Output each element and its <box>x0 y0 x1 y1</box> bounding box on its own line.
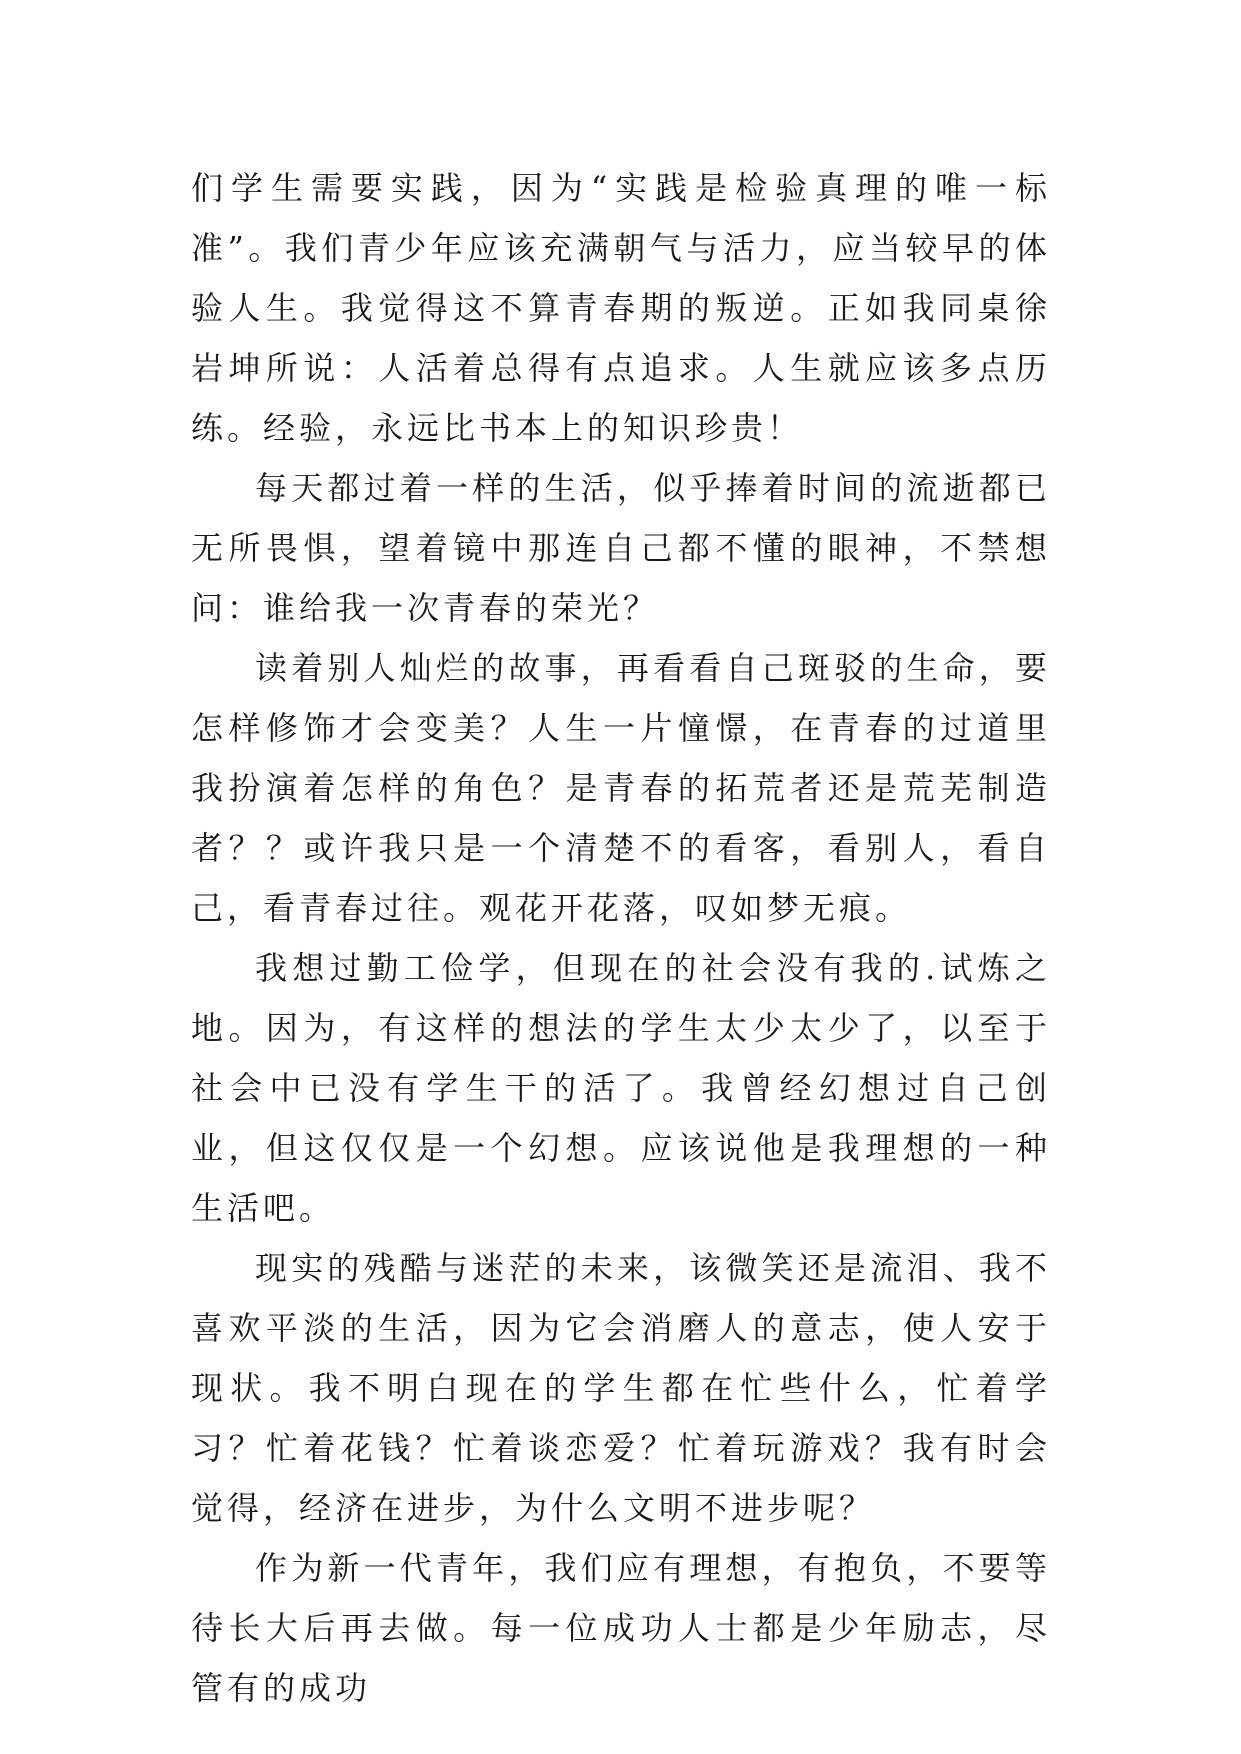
paragraph: 作为新一代青年，我们应有理想，有抱负，不要等待长大后再去做。每一位成功人士都是少年励志，尽管有的成功 <box>191 1549 1051 1707</box>
paragraph: 我想过勤工俭学，但现在的社会没有我的.试炼之地。因为，有这样的想法的学生太少太少了，以至于社会中已没有学生干的活了。我曾经幻想过自己创业，但这仅仅是一个幻想。应该说他是我理想的一种生活吧。 <box>191 949 1051 1227</box>
paragraph-continuation: 们学生需要实践，因为“实践是检验真理的唯一标准”。我们青少年应该充满朝气与活力，应当较早的体验人生。我觉得这不算青春期的叛逆。正如我同桌徐岩坤所说：人活着总得有点追求。人生就应该多点历练。经验，永远比书本上的知识珍贵！ <box>191 169 1051 447</box>
paragraph: 现实的残酷与迷茫的未来，该微笑还是流泪、我不喜欢平淡的生活，因为它会消磨人的意志，使人安于现状。我不明白现在的学生都在忙些什么，忙着学习？忙着花钱？忙着谈恋爱？忙着玩游戏？我有时会觉得，经济在进步，为什么文明不进步呢？ <box>191 1249 1051 1527</box>
body-text <box>191 158 1051 1718</box>
paragraph: 读着别人灿烂的故事，再看看自己斑驳的生命，要怎样修饰才会变美？人生一片憧憬，在青春的过道里我扮演着怎样的角色？是青春的拓荒者还是荒芜制造者？？或许我只是一个清楚不的看客，看别人，看自己，看青春过往。观花开花落，叹如梦无痕。 <box>191 649 1051 927</box>
paragraph: 每天都过着一样的生活，似乎捧着时间的流逝都已无所畏惧，望着镜中那连自己都不懂的眼神，不禁想问：谁给我一次青春的荣光？ <box>191 469 1051 627</box>
